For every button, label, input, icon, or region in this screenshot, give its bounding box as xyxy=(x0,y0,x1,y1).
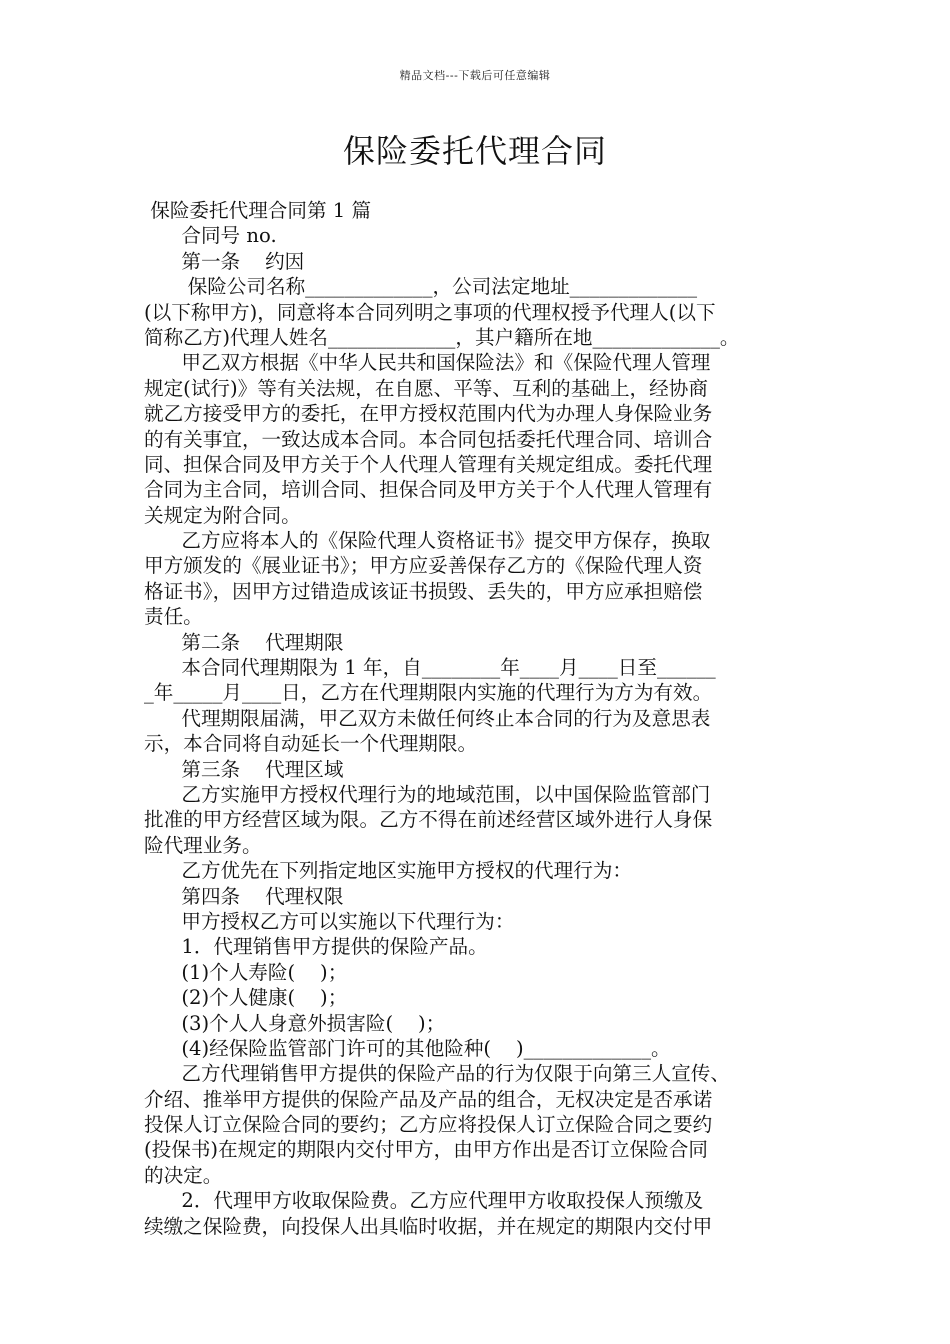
body-line: (2)个人健康( )； xyxy=(144,986,348,1010)
body-line: 保险委托代理合同第 1 篇 xyxy=(144,199,372,222)
body-line: 关规定为附合同。 xyxy=(144,503,301,527)
body-line: 乙方代理销售甲方提供的保险产品的行为仅限于向第三人宣传、 xyxy=(144,1062,730,1086)
body-line: 本合同代理期限为 1 年，自________年____月____日至______ xyxy=(144,656,716,680)
header-note: 精品文档---下载后可任意编辑 xyxy=(399,69,551,82)
body-line: (3)个人人身意外损害险( )； xyxy=(144,1011,446,1035)
body-line: 的决定。 xyxy=(144,1163,223,1187)
body-line: 投保人订立保险合同的要约；乙方应将投保人订立保险合同之要约 xyxy=(144,1113,713,1137)
body-line: 责任。 xyxy=(144,605,203,629)
body-line: 乙方实施甲方授权代理行为的地域范围，以中国保险监管部门 xyxy=(144,782,711,806)
body-line: 险代理业务。 xyxy=(144,833,262,857)
document-title: 保险委托代理合同 xyxy=(342,132,607,170)
body-line: (1)个人寿险( )； xyxy=(144,960,348,984)
body-line: 介绍、推举甲方提供的保险产品及产品的组合，无权决定是否承诺 xyxy=(144,1087,713,1111)
body-line: 示，本合同将自动延长一个代理期限。 xyxy=(144,732,478,756)
body-line: 同、担保合同及甲方关于个人代理人管理有关规定组成。委托代理 xyxy=(144,452,713,476)
body-line: (4)经保险监管部门许可的其他险种( )_____________。 xyxy=(144,1036,671,1060)
body-line: 1．代理销售甲方提供的保险产品。 xyxy=(144,935,488,959)
body-line: 第四条 代理权限 xyxy=(144,884,344,908)
body-line: 甲乙双方根据《中华人民共和国保险法》和《保险代理人管理 xyxy=(144,351,711,375)
body-line: 代理期限届满，甲乙双方未做任何终止本合同的行为及意思表 xyxy=(144,706,711,730)
body-line: (以下称甲方)，同意将本合同列明之事项的代理权授予代理人(以下 xyxy=(144,300,716,324)
body-line: 简称乙方)代理人姓名_____________，其户籍所在地_____________。 xyxy=(144,325,740,349)
body-line: 第三条 代理区域 xyxy=(144,757,344,781)
body-line: 格证书》，因甲方过错造成该证书损毁、丢失的，甲方应承担赔偿 xyxy=(144,579,703,603)
body-line: 第二条 代理期限 xyxy=(144,630,344,654)
body-line: 甲方颁发的《展业证书》；甲方应妥善保存乙方的《保险代理人资 xyxy=(144,554,703,578)
body-line: 续缴之保险费，向投保人出具临时收据，并在规定的期限内交付甲 xyxy=(144,1214,713,1238)
body-line: _年_____月____日，乙方在代理期限内实施的代理行为方为有效。 xyxy=(144,681,713,705)
body-line: 乙方优先在下列指定地区实施甲方授权的代理行为： xyxy=(144,859,633,883)
body-line: 保险公司名称_____________，公司法定地址_____________ xyxy=(144,275,698,299)
body-line: 甲方授权乙方可以实施以下代理行为： xyxy=(144,909,515,933)
body-line: (投保书)在规定的期限内交付甲方，由甲方作出是否订立保险合同 xyxy=(144,1138,708,1162)
body-line: 2．代理甲方收取保险费。乙方应代理甲方收取投保人预缴及 xyxy=(144,1189,704,1213)
contract-body xyxy=(144,198,816,1239)
body-line: 的有关事宜，一致达成本合同。本合同包括委托代理合同、培训合 xyxy=(144,427,713,451)
body-line: 第一条 约因 xyxy=(144,249,305,273)
body-line: 合同为主合同，培训合同、担保合同及甲方关于个人代理人管理有 xyxy=(144,478,713,502)
body-line: 规定(试行)》等有关法规，在自愿、平等、互利的基础上，经协商 xyxy=(144,376,708,400)
body-line: 批准的甲方经营区域为限。乙方不得在前述经营区域外进行人身保 xyxy=(144,808,713,832)
body-line: 就乙方接受甲方的委托，在甲方授权范围内代为办理人身保险业务 xyxy=(144,402,713,426)
body-line: 合同号 no. xyxy=(144,224,277,248)
body-line: 乙方应将本人的《保险代理人资格证书》提交甲方保存，换取 xyxy=(144,529,711,553)
